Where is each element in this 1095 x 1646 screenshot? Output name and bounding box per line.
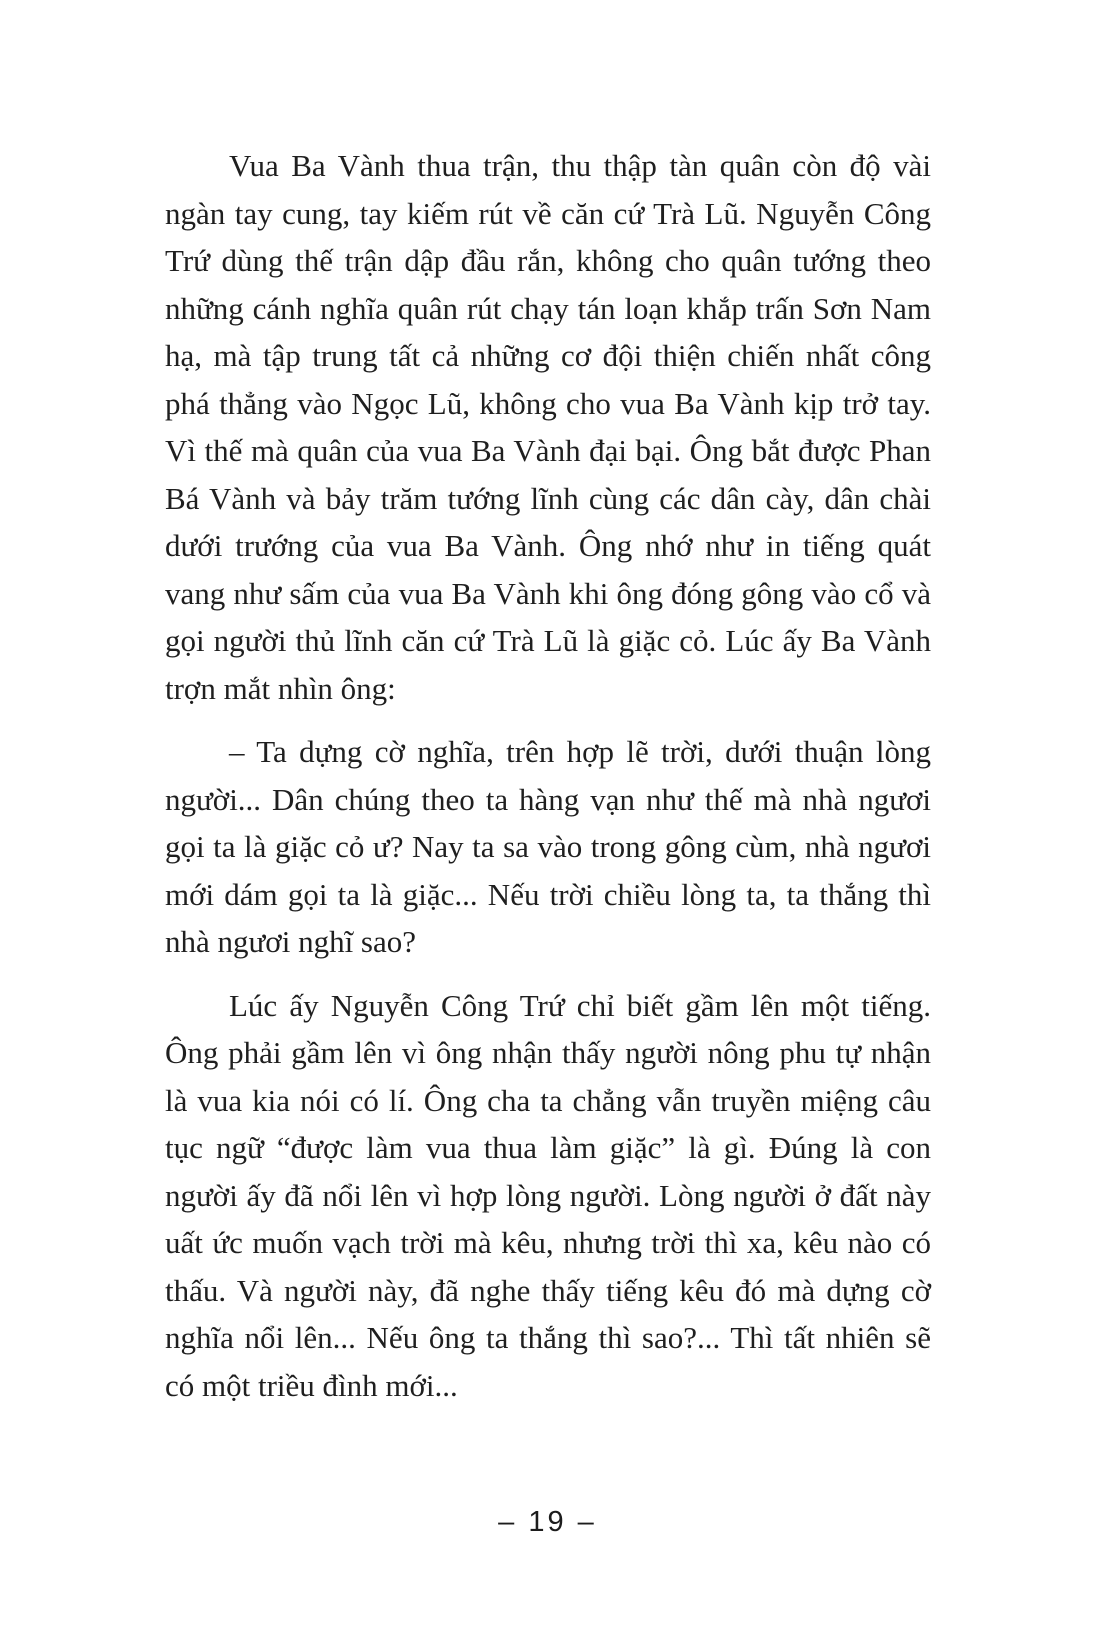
page-number: – 19 –	[498, 1506, 597, 1538]
paragraph-nguyen-cong-tru-reflection: Lúc ấy Nguyễn Công Trứ chỉ biết gầm lên một tiếng. Ông phải gầm lên vì ông nhận thấy người nông phu tự nhận là vua kia nói có lí. Ông cha ta chẳng vẫn truyền miệng câu tục ngữ “được làm vua thua làm giặc” là gì. Đúng là con người ấy đã nổi lên vì hợp lòng người. Lòng người ở đất này uất ức muốn vạch trời mà kêu, nhưng trời thì xa, kêu nào có thấu. Và người này, đã nghe thấy tiếng kêu đó mà dựng cờ nghĩa nổi lên... Nếu ông ta thắng thì sao?... Thì tất nhiên sẽ có một triều đình mới...	[165, 987, 931, 1403]
paragraph-battle-narrative: Vua Ba Vành thua trận, thu thập tàn quân còn độ vài ngàn tay cung, tay kiếm rút về căn cứ Trà Lũ. Nguyễn Công Trứ dùng thế trận dập đầu rắn, không cho quân tướng theo những cánh nghĩa quân rút chạy tán loạn khắp trấn Sơn Nam hạ, mà tập trung tất cả những cơ đội thiện chiến nhất công phá thẳng vào Ngọc Lũ, không cho vua Ba Vành kịp trở tay. Vì thế mà quân của vua Ba Vành đại bại. Ông bắt được Phan Bá Vành và bảy trăm tướng lĩnh cùng các dân cày, dân chài dưới trướng của vua Ba Vành. Ông nhớ như in tiếng quát vang như sấm của vua Ba Vành khi ông đóng gông vào cổ và gọi người thủ lĩnh căn cứ Trà Lũ là giặc cỏ. Lúc ấy Ba Vành trợn mắt nhìn ông:	[165, 148, 931, 706]
paragraph-ba-vanh-dialogue: – Ta dựng cờ nghĩa, trên hợp lẽ trời, dưới thuận lòng người... Dân chúng theo ta hàng vạn như thế mà nhà ngươi gọi ta là giặc cỏ ư? Nay ta sa vào trong gông cùm, nhà ngươi mới dám gọi ta là giặc... Nếu trời chiều lòng ta, ta thắng thì nhà ngươi nghĩ sao?	[165, 734, 931, 959]
text-block	[165, 142, 931, 1409]
